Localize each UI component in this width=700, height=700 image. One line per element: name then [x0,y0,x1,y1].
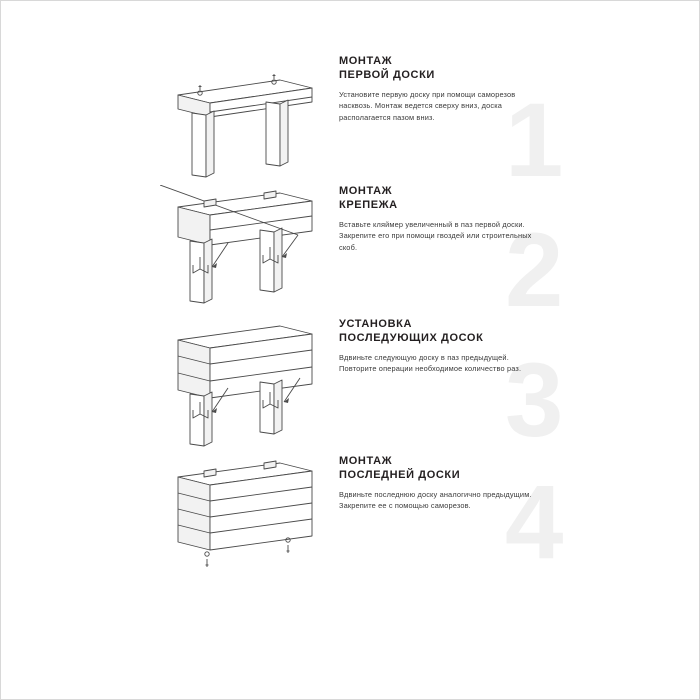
first-board-mounting-illustration [160,55,330,205]
step-4-title-line2: ПОСЛЕДНЕЙ ДОСКИ [339,468,461,481]
fastener-mounting-illustration [160,185,330,335]
step-number-3: 3 [505,342,564,459]
step-number-1: 1 [505,82,564,199]
step-number-2: 2 [505,212,564,329]
step-4-title [339,455,544,482]
step-3-text-block [339,318,544,375]
step-2-title-line2: КРЕПЕЖА [339,198,398,211]
step-number-4: 4 [505,464,564,581]
step-1-title-line2: ПЕРВОЙ ДОСКИ [339,68,435,81]
step-3-title-line2: ПОСЛЕДУЮЩИХ ДОСОК [339,331,484,344]
step-1-text-block [339,55,544,123]
step-4-body: Вдвиньте последнюю доску аналогично предыдущим. Закрепите ее с помощью саморезов. [339,490,532,511]
step-2-body: Вставьте кляймер увеличенный в паз первой доски. Закрепите его при помощи гвоздей или строительных скоб. [339,220,532,252]
subsequent-boards-illustration [160,318,330,468]
last-board-illustration [160,455,330,605]
step-3-body: Вдвиньте следующую доску в паз предыдущей. Повторите операции необходимое количество раз. [339,353,522,374]
step-3-title [339,318,544,345]
step-4-title-line1: МОНТАЖ [339,455,393,467]
step-2-text-block [339,185,544,253]
step-1-title-line1: МОНТАЖ [339,55,393,67]
step-1-body: Установите первую доску при помощи саморезов насквозь. Монтаж ведется сверху вниз, доска располагается пазом вниз. [339,90,516,122]
step-3-title-line1: УСТАНОВКА [339,318,412,330]
step-2-title [339,185,544,212]
step-4-text-block [339,455,544,512]
step-1-title [339,55,544,82]
step-2-title-line1: МОНТАЖ [339,185,393,197]
